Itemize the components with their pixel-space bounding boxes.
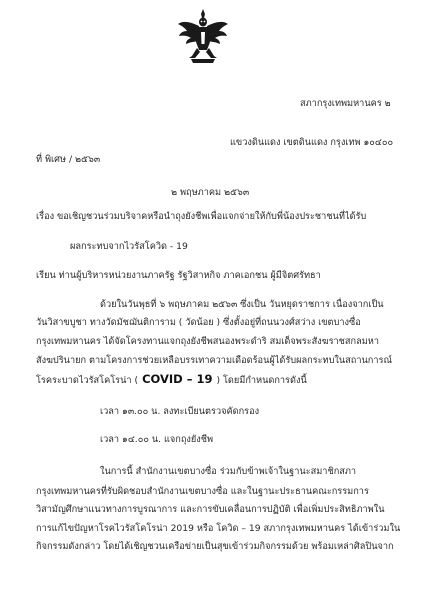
subject-line-1: เรื่อง ขอเชิญชวนร่วมบริจาคหรือนำถุงยังชีพเพื่อแจกจ่ายให้กับพี่น้องประชาชนที่ได้รับ bbox=[36, 211, 367, 222]
salutation: เรียน ท่านผู้บริหารหน่วยงานภาครัฐ รัฐวิสาหกิจ ภาคเอกชน ผู้มีจิตศรัทธา bbox=[36, 270, 321, 281]
paragraph1-line5-prefix: โรคระบาดไวรัสโคโรน่า ( bbox=[36, 375, 139, 386]
paragraph1-line2: วันวิสาขบูชา ทางวัดมัชฌันติการาม ( วัดน้อย ) ซึ่งตั้งอยู่ที่ถนนวงศ์สว่าง เขตบางซื่อ bbox=[36, 317, 361, 328]
subject-line-2: ผลกระทบจากไวรัสโควิด - 19 bbox=[70, 241, 188, 252]
paragraph1-line1: ด้วยในวันพุธที่ ๖ พฤษภาคม ๒๕๖๓ ซึ่งเป็น วันหยุดราชการ เนื่องจากเป็น bbox=[100, 299, 384, 310]
paragraph2-line5: กิจกรรมดังกล่าว โดยได้เชิญชวนเครือข่ายเป็นสุขเข้าร่วมกิจกรรมด้วย พร้อมเหล่าศิลปินจาก bbox=[36, 541, 394, 552]
letter-date: ๒ พฤษภาคม ๒๕๖๓ bbox=[171, 187, 250, 198]
paragraph2-line1: ในการนี้ สำนักงานเขตบางซื่อ ร่วมกับข้าพเจ้าในฐานะสมาชิกสภา bbox=[100, 466, 357, 477]
paragraph1-line5 bbox=[36, 373, 307, 387]
garuda-emblem-icon bbox=[177, 8, 229, 64]
paragraph2-line3: วิสามัญศึกษาแนวทางการบูรณาการ และการขับเคลื่อนการปฏิบัติ เพื่อเพิ่มประสิทธิภาพใน bbox=[36, 504, 385, 515]
paragraph2-line4: การแก้ไขปัญหาโรคไวรัสโคโรน่า 2019 หรือ โควิด – 19 สภากรุงเทพมหานคร ได้เข้าร่วมใน bbox=[36, 523, 401, 534]
sender-office: สภากรุงเทพมหานคร ๒ bbox=[300, 98, 391, 109]
paragraph1-line4: สังฆปรินายก ตามโครงการช่วยเหลือบรรเทาความเดือดร้อนผู้ได้รับผลกระทบในสถานการณ์ bbox=[36, 355, 392, 366]
paragraph1-line3: กรุงเทพมหานคร ได้จัดโครงทานแจกถุงยังชีพสนองพระดำริ สมเด็จพระสังฆราชสกลมหา bbox=[36, 336, 379, 347]
paragraph2-line2: กรุงเทพมหานครที่รับผิดชอบสำนักงานเขตบางซื่อ และในฐานะประธานคณะกรรมการ bbox=[36, 486, 369, 497]
reference-number: ที่ พิเศษ / ๒๕๖๓ bbox=[36, 154, 101, 165]
schedule-item-1: เวลา ๑๓.๐๐ น. ลงทะเบียนตรวจคัดกรอง bbox=[100, 406, 260, 417]
sender-address: แขวงดินแดง เขตดินแดง กรุงเทพ ๑๐๔๐๐ bbox=[230, 137, 394, 148]
covid-19-label: COVID – 19 bbox=[138, 372, 217, 386]
schedule-item-2: เวลา ๑๔.๐๐ น. แจกถุงยังชีพ bbox=[100, 434, 214, 445]
paragraph1-line5-suffix: ) โดยมีกำหนดการดังนี้ bbox=[216, 375, 307, 386]
